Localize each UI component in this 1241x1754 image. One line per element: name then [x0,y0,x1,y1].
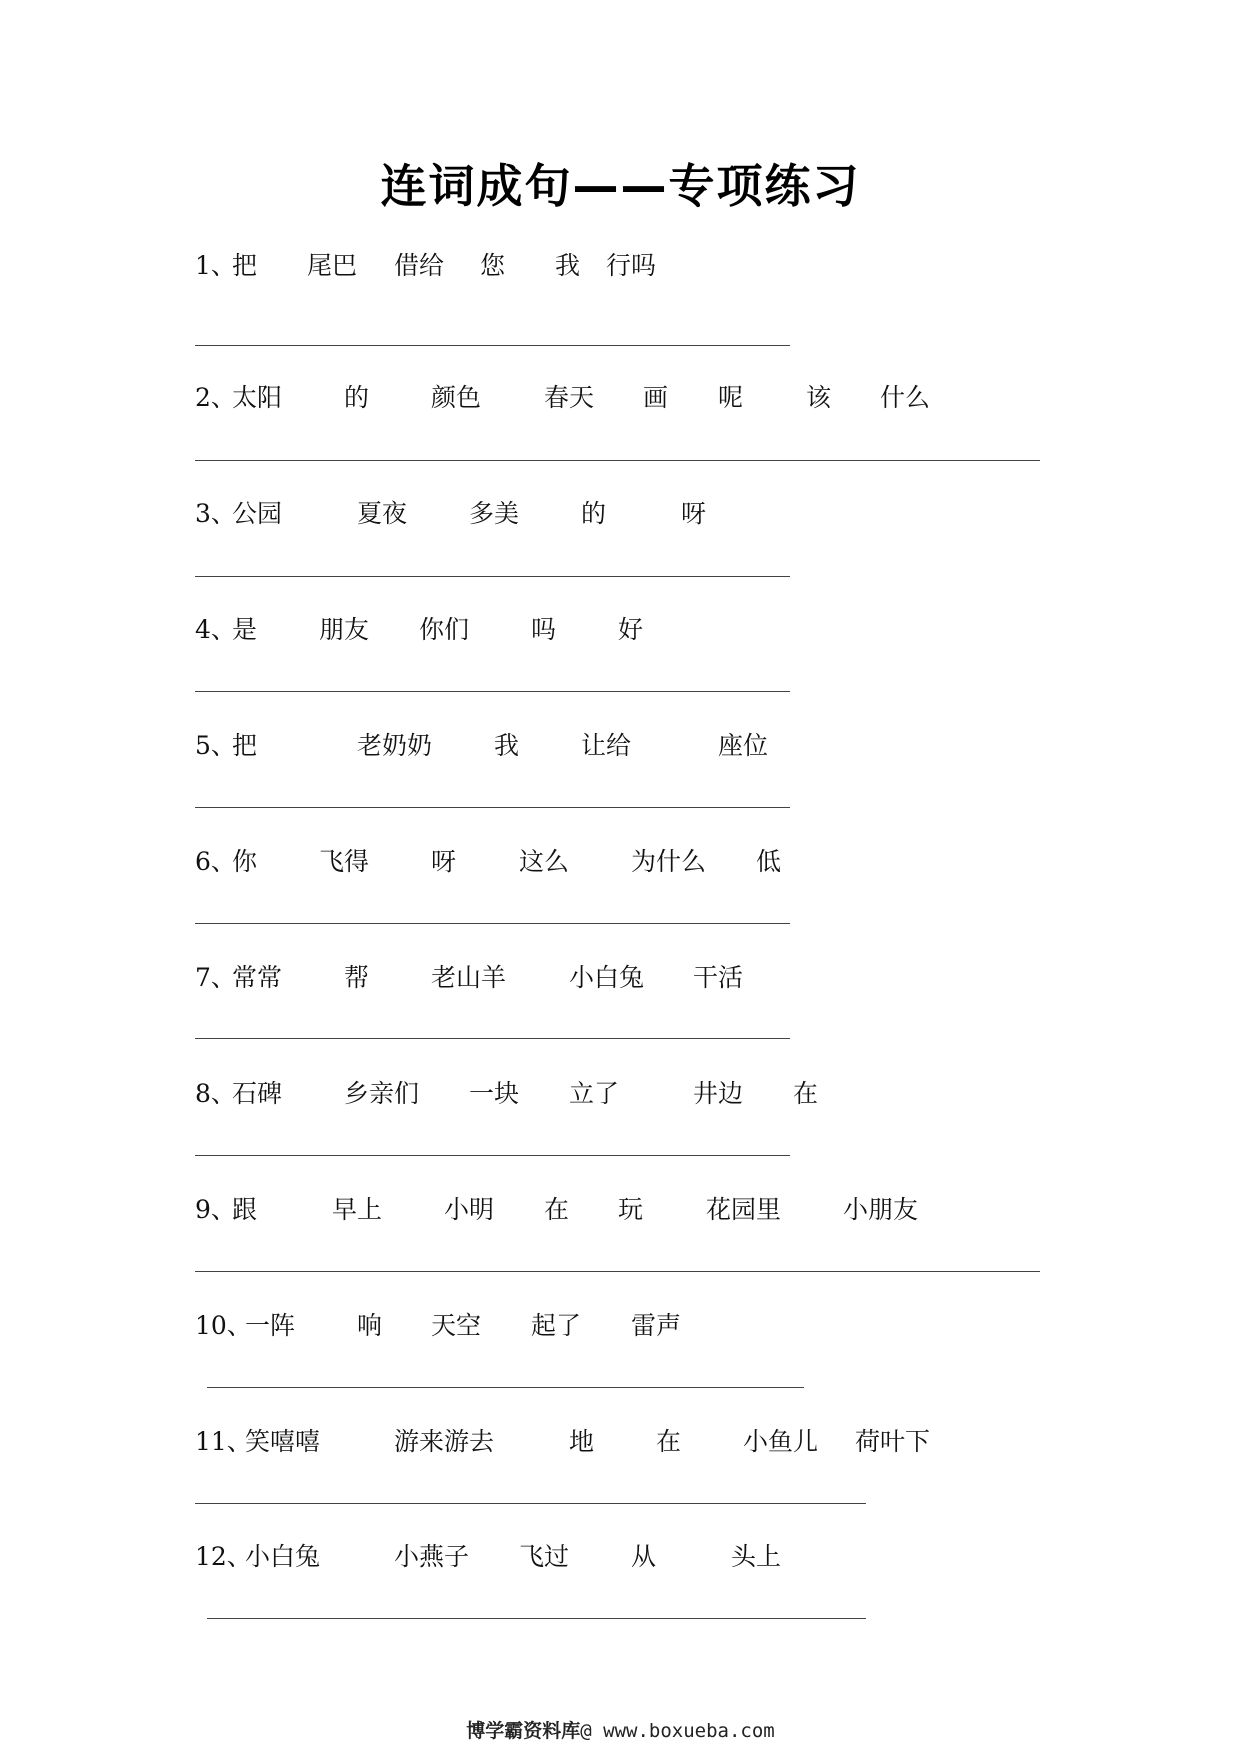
question-number: 9、 [195,1195,236,1224]
word-chip: 帮 [344,963,370,992]
question-number: 3、 [195,499,236,528]
word-chip: 朋友 [319,615,370,644]
word-chip: 天空 [431,1311,482,1340]
word-chip: 借给 [394,251,445,280]
answer-line[interactable] [195,460,1040,461]
word-chip: 井边 [693,1079,744,1108]
answer-line[interactable] [195,1271,1040,1272]
word-chip: 花园里 [706,1195,782,1224]
word-chip: 小鱼儿 [743,1427,819,1456]
question-number: 11、 [195,1427,252,1456]
word-chip: 响 [357,1311,383,1340]
word-chip: 笑嘻嘻 [245,1427,321,1456]
word-chip: 您 [480,251,506,280]
question-number: 12、 [195,1542,252,1571]
question-number: 5、 [195,731,236,760]
word-chip: 头上 [731,1542,782,1571]
word-chip: 我 [494,731,520,760]
word-chip: 小燕子 [394,1542,470,1571]
word-chip: 夏夜 [357,499,408,528]
question-number: 8、 [195,1079,236,1108]
word-chip: 你 [232,847,258,876]
word-chip: 雷声 [631,1311,682,1340]
word-chip: 荷叶下 [855,1427,931,1456]
word-chip: 呢 [718,383,744,412]
word-chip: 干活 [693,963,744,992]
question-number: 2、 [195,383,236,412]
word-chip: 这么 [519,847,570,876]
word-chip: 让给 [581,731,632,760]
question-number: 10、 [195,1311,252,1340]
answer-line[interactable] [195,576,790,577]
word-chip: 飞得 [319,847,370,876]
answer-line[interactable] [195,1038,790,1039]
word-chip: 小明 [444,1195,495,1224]
word-chip: 石碑 [232,1079,283,1108]
word-chip: 画 [643,383,669,412]
question-number: 1、 [195,251,236,280]
answer-line[interactable] [195,691,790,692]
word-chip: 什么 [880,383,931,412]
word-chip: 的 [344,383,370,412]
answer-line[interactable] [195,807,790,808]
answer-line[interactable] [195,345,790,346]
word-chip: 小白兔 [569,963,645,992]
word-chip: 跟 [232,1195,258,1224]
question-number: 7、 [195,963,236,992]
word-chip: 玩 [618,1195,644,1224]
word-chip: 低 [756,847,782,876]
word-chip: 太阳 [232,383,283,412]
page-title: 连词成句——专项练习 [380,159,861,213]
footer [0,1716,1241,1743]
word-chip: 常常 [232,963,283,992]
question-number: 6、 [195,847,236,876]
word-chip: 飞过 [519,1542,570,1571]
word-chip: 你们 [419,615,470,644]
answer-line[interactable] [207,1387,804,1388]
word-chip: 呀 [681,499,707,528]
word-chip: 从 [631,1542,657,1571]
word-chip: 起了 [531,1311,582,1340]
word-chip: 在 [544,1195,570,1224]
answer-line[interactable] [207,1618,866,1619]
word-chip: 早上 [332,1195,383,1224]
word-chip: 小朋友 [843,1195,919,1224]
word-chip: 该 [806,383,832,412]
question-number: 4、 [195,615,236,644]
word-chip: 为什么 [631,847,707,876]
word-chip: 行吗 [606,251,657,280]
word-chip: 立了 [569,1079,620,1108]
footer-url: @ www.boxueba.com [580,1720,775,1742]
word-chip: 一块 [469,1079,520,1108]
word-chip: 呀 [431,847,457,876]
word-chip: 老山羊 [431,963,507,992]
word-chip: 公园 [232,499,283,528]
word-chip: 老奶奶 [357,731,433,760]
answer-line[interactable] [195,1503,866,1504]
word-chip: 一阵 [245,1311,296,1340]
word-chip: 好 [618,615,644,644]
word-chip: 地 [569,1427,595,1456]
answer-line[interactable] [195,1155,790,1156]
word-chip: 春天 [544,383,595,412]
word-chip: 我 [555,251,581,280]
word-chip: 的 [581,499,607,528]
word-chip: 在 [656,1427,682,1456]
word-chip: 是 [232,615,258,644]
footer-brand: 博学霸资料库 [466,1720,581,1742]
word-chip: 把 [232,731,258,760]
word-chip: 吗 [531,615,557,644]
word-chip: 乡亲们 [344,1079,420,1108]
word-chip: 颜色 [431,383,482,412]
word-chip: 多美 [469,499,520,528]
word-chip: 在 [793,1079,819,1108]
answer-line[interactable] [195,923,790,924]
word-chip: 游来游去 [394,1427,495,1456]
word-chip: 座位 [718,731,769,760]
word-chip: 小白兔 [245,1542,321,1571]
word-chip: 把 [232,251,258,280]
word-chip: 尾巴 [307,251,358,280]
